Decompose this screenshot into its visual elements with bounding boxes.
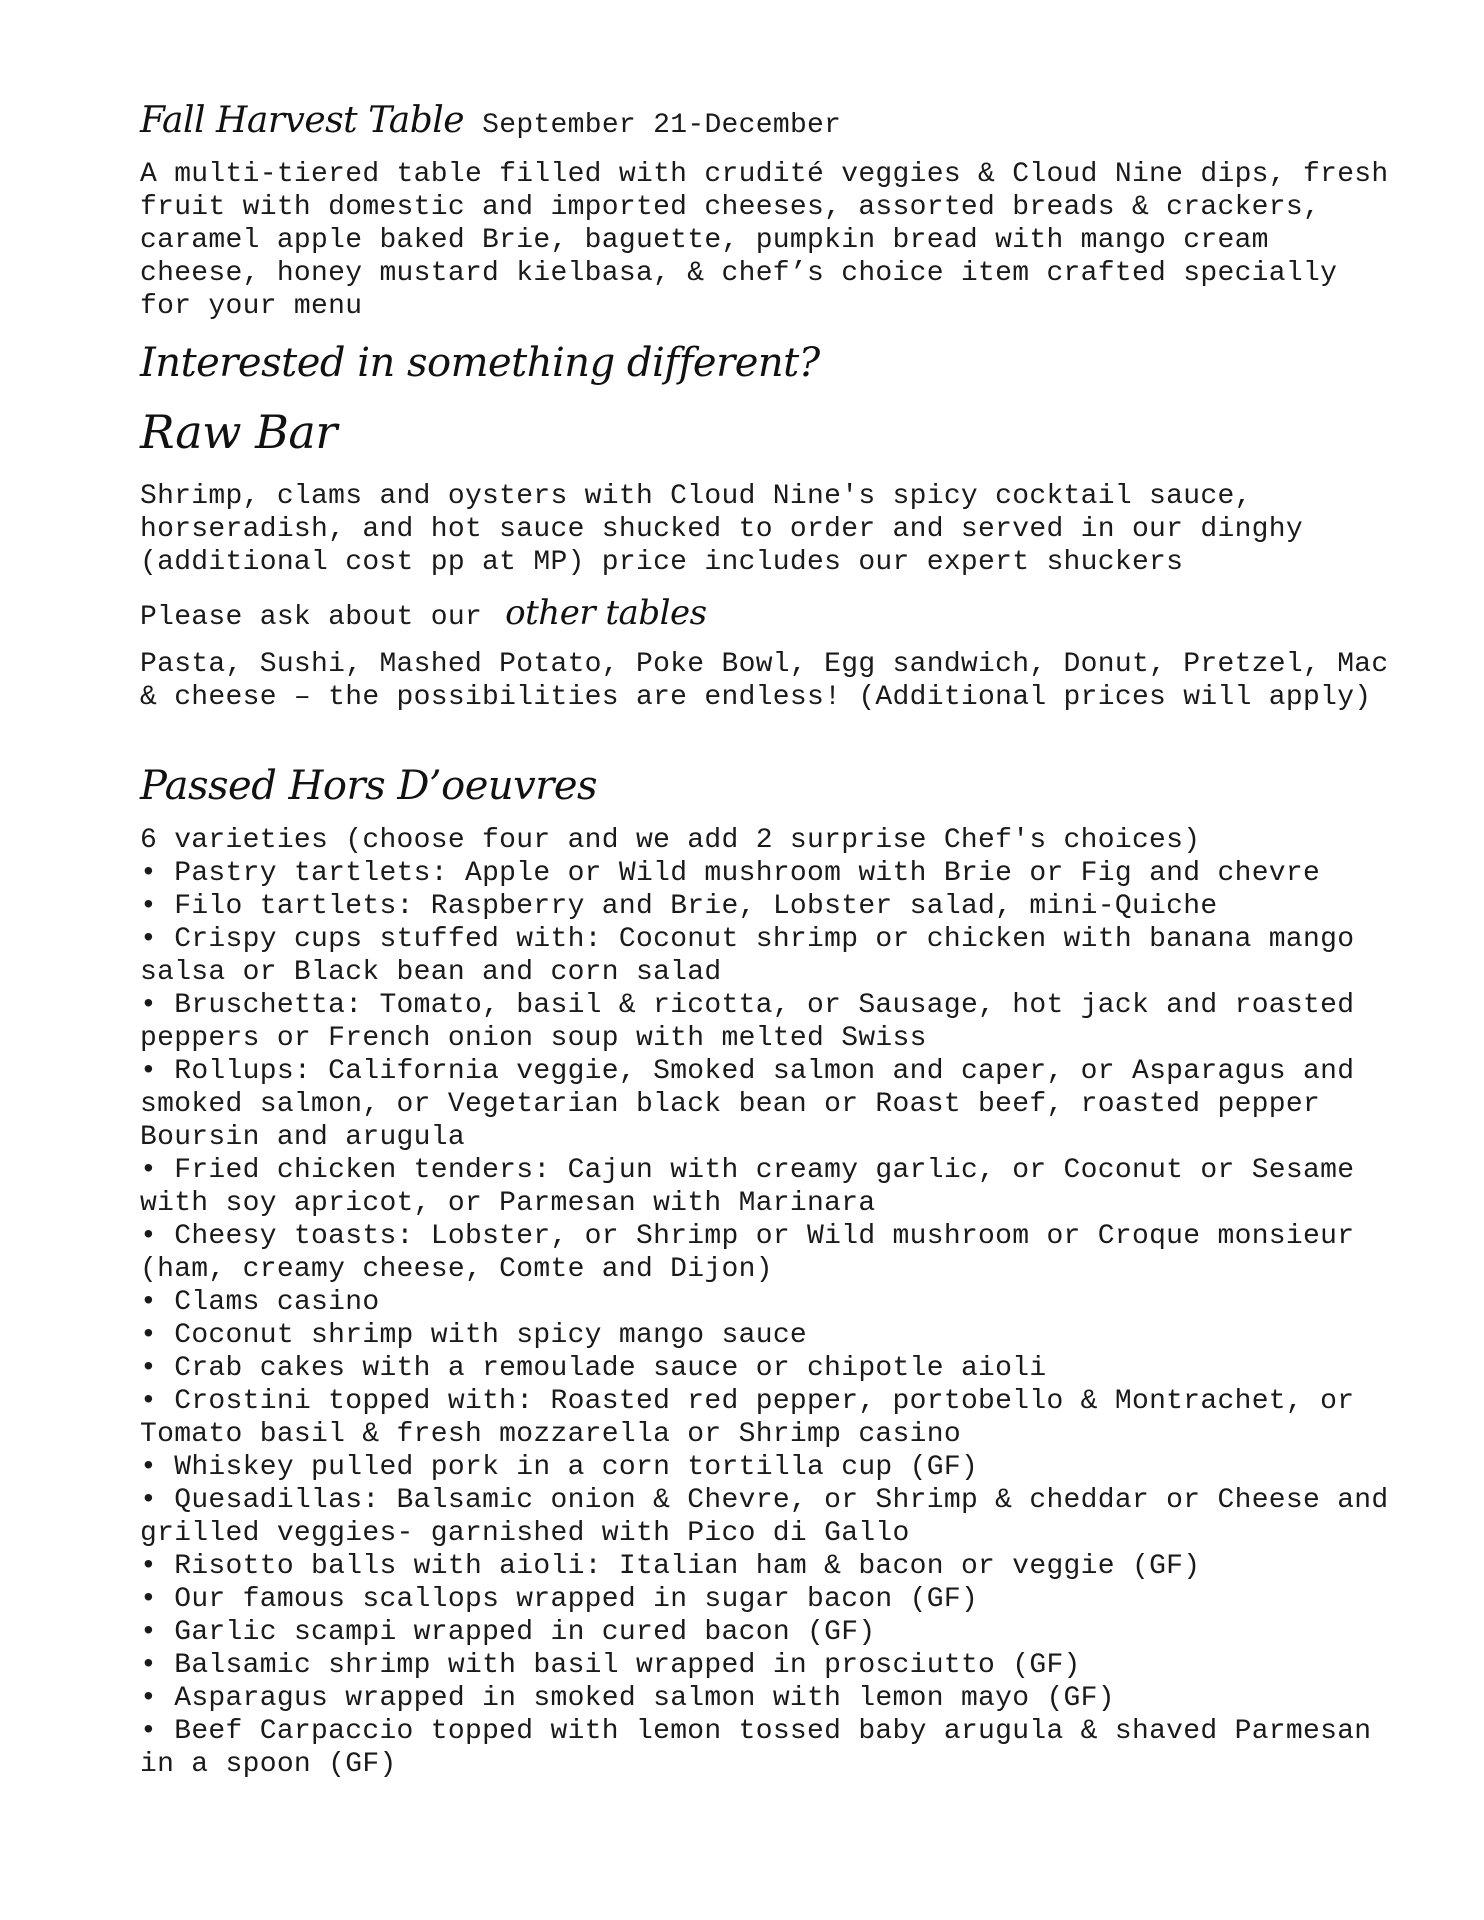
menu-item bbox=[140, 1352, 1390, 1385]
menu-item-text: Balsamic shrimp with basil wrapped in prosciutto (GF) bbox=[174, 1649, 1081, 1681]
menu-item-text: Crispy cups stuffed with: Coconut shrimp or chicken with banana mango salsa or Black bean and corn salad bbox=[140, 923, 1355, 988]
interested-heading: Interested in something different? bbox=[140, 340, 820, 386]
bullet-icon: • bbox=[140, 1220, 158, 1252]
bullet-icon: • bbox=[140, 989, 158, 1021]
bullet-icon: • bbox=[140, 1385, 158, 1417]
bullet-icon: • bbox=[140, 1154, 158, 1186]
menu-item bbox=[140, 1385, 1390, 1451]
menu-item-text: Cheesy toasts: Lobster, or Shrimp or Wild mushroom or Croque monsieur (ham, creamy cheese, Comte and Dijon) bbox=[140, 1220, 1355, 1285]
menu-item bbox=[140, 1616, 1390, 1649]
menu-item-text: Beef Carpaccio topped with lemon tossed baby arugula & shaved Parmesan in a spoon (GF) bbox=[140, 1715, 1372, 1780]
fall-harvest-description: A multi-tiered table filled with crudité veggies & Cloud Nine dips, fresh fruit with domestic and imported cheeses, assorted breads & crackers, caramel apple baked Brie, baguette, pumpkin bread with mango cream cheese, honey mustard kielbasa, & chef’s choice item crafted specially for your menu bbox=[140, 159, 1389, 322]
menu-item bbox=[140, 1220, 1390, 1286]
menu-item bbox=[140, 1682, 1390, 1715]
menu-item bbox=[140, 923, 1390, 989]
menu-item bbox=[140, 1154, 1390, 1220]
fall-harvest-dates: September 21-December bbox=[482, 110, 842, 141]
menu-item-text: Garlic scampi wrapped in cured bacon (GF) bbox=[174, 1616, 876, 1648]
menu-item bbox=[140, 989, 1390, 1055]
other-tables-description: Pasta, Sushi, Mashed Potato, Poke Bowl, Egg sandwich, Donut, Pretzel, Mac & cheese – the possibilities are endless! (Additional prices will apply) bbox=[140, 648, 1389, 713]
menu-item-text: Clams casino bbox=[174, 1286, 380, 1318]
menu-item bbox=[140, 1715, 1390, 1781]
other-tables-script: other tables bbox=[505, 592, 707, 633]
hors-doeuvres-list bbox=[140, 857, 1390, 1781]
bullet-icon: • bbox=[140, 1484, 158, 1516]
other-tables-lead-in: Please ask about our bbox=[140, 601, 483, 633]
menu-page bbox=[140, 96, 1390, 1781]
menu-item-text: Quesadillas: Balsamic onion & Chevre, or Shrimp & cheddar or Cheese and grilled veggies- garnished with Pico di Gallo bbox=[140, 1484, 1389, 1549]
menu-item bbox=[140, 1583, 1390, 1616]
fall-harvest-title: Fall Harvest Table bbox=[140, 100, 465, 141]
bullet-icon: • bbox=[140, 1286, 158, 1318]
fall-harvest-title-line bbox=[140, 100, 1390, 142]
hors-doeuvres-title: Passed Hors D’oeuvres bbox=[140, 762, 598, 809]
bullet-icon: • bbox=[140, 1550, 158, 1582]
menu-item-text: Crostini topped with: Roasted red pepper, portobello & Montrachet, or Tomato basil & fresh mozzarella or Shrimp casino bbox=[140, 1385, 1355, 1450]
raw-bar-description: Shrimp, clams and oysters with Cloud Nine's spicy cocktail sauce, horseradish, and hot sauce shucked to order and served in our dinghy (additional cost pp at MP) price includes our expert shuckers bbox=[140, 480, 1303, 578]
bullet-icon: • bbox=[140, 890, 158, 922]
raw-bar-title: Raw Bar bbox=[140, 405, 337, 459]
bullet-icon: • bbox=[140, 857, 158, 889]
menu-item bbox=[140, 1550, 1390, 1583]
menu-item-text: Whiskey pulled pork in a corn tortilla cup (GF) bbox=[174, 1451, 979, 1483]
bullet-icon: • bbox=[140, 1319, 158, 1351]
menu-item bbox=[140, 1286, 1390, 1319]
bullet-icon: • bbox=[140, 923, 158, 955]
menu-item bbox=[140, 857, 1390, 890]
bullet-icon: • bbox=[140, 1715, 158, 1747]
menu-item-text: Coconut shrimp with spicy mango sauce bbox=[174, 1319, 808, 1351]
menu-item-text: Our famous scallops wrapped in sugar bacon (GF) bbox=[174, 1583, 979, 1615]
menu-item-text: Filo tartlets: Raspberry and Brie, Lobster salad, mini-Quiche bbox=[174, 890, 1218, 922]
menu-item-text: Asparagus wrapped in smoked salmon with lemon mayo (GF) bbox=[174, 1682, 1115, 1714]
bullet-icon: • bbox=[140, 1055, 158, 1087]
bullet-icon: • bbox=[140, 1649, 158, 1681]
hors-doeuvres-intro: 6 varieties (choose four and we add 2 surprise Chef's choices) bbox=[140, 824, 1201, 856]
bullet-icon: • bbox=[140, 1583, 158, 1615]
menu-item-text: Fried chicken tenders: Cajun with creamy garlic, or Coconut or Sesame with soy apricot, or Parmesan with Marinara bbox=[140, 1154, 1355, 1219]
bullet-icon: • bbox=[140, 1616, 158, 1648]
menu-item bbox=[140, 1055, 1390, 1154]
menu-item bbox=[140, 1319, 1390, 1352]
menu-item-text: Crab cakes with a remoulade sauce or chipotle aioli bbox=[174, 1352, 1047, 1384]
menu-item-text: Pastry tartlets: Apple or Wild mushroom with Brie or Fig and chevre bbox=[174, 857, 1321, 889]
menu-item bbox=[140, 1484, 1390, 1550]
menu-item bbox=[140, 1649, 1390, 1682]
menu-item bbox=[140, 1451, 1390, 1484]
bullet-icon: • bbox=[140, 1682, 158, 1714]
menu-item-text: Rollups: California veggie, Smoked salmon and caper, or Asparagus and smoked salmon, or Vegetarian black bean or Roast beef, roasted pepper Boursin and arugula bbox=[140, 1055, 1355, 1153]
bullet-icon: • bbox=[140, 1451, 158, 1483]
menu-item bbox=[140, 890, 1390, 923]
menu-item-text: Bruschetta: Tomato, basil & ricotta, or Sausage, hot jack and roasted peppers or French onion soup with melted Swiss bbox=[140, 989, 1355, 1054]
bullet-icon: • bbox=[140, 1352, 158, 1384]
other-tables-line bbox=[140, 592, 1390, 634]
menu-item-text: Risotto balls with aioli: Italian ham & bacon or veggie (GF) bbox=[174, 1550, 1201, 1582]
